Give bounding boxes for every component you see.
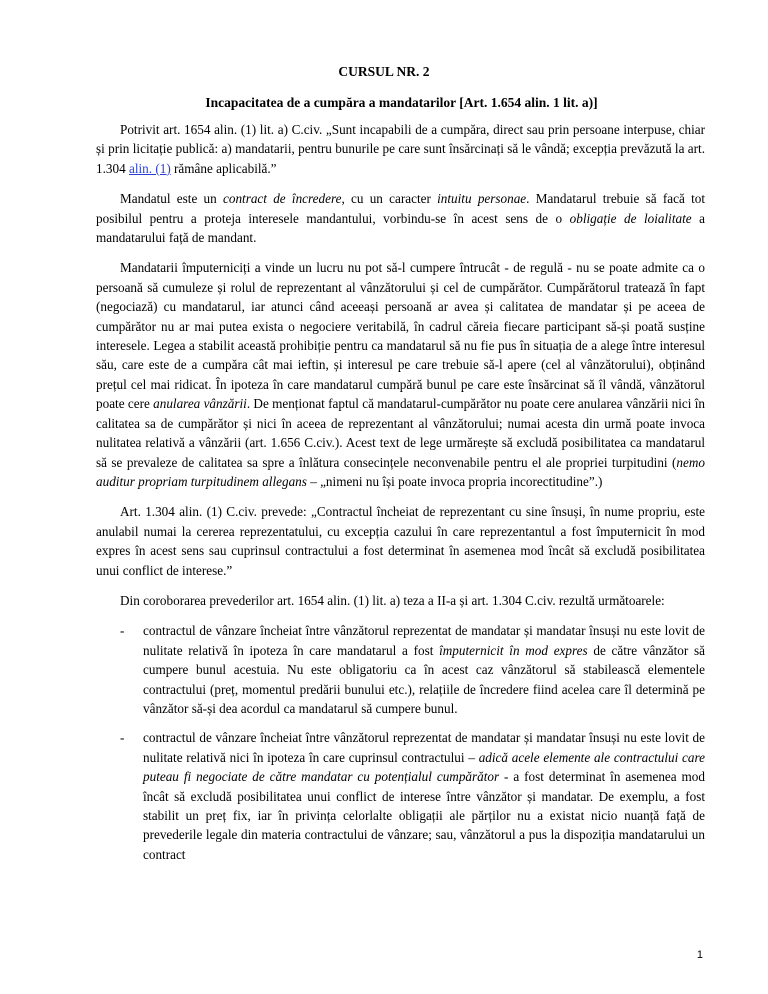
emphasis: anularea vânzării	[153, 396, 247, 412]
text: . De menționat faptul că mandatarul-cumpărător nu poate cere anularea vânzării nici în calitatea sa de cumpărător și nici în aceea de reprezentant al vânzătorului; numai acesta din urmă poate invoca nulitatea relativă a vânzării (art. 1.656 C.civ.). Acest text de lege urmărește să excludă posibilitatea ca mandatarul să se prevaleze de calitatea sa spre a înlătura consecințele neconvenabile pentru el ale propriei turpitudini (	[96, 396, 706, 470]
text: contractul de vânzare încheiat între vânzătorul reprezentat de mandatar și mandatar însuși nu este lovit de nulitate relativă nici în ipoteza în care cuprinsul contractului –	[143, 730, 705, 765]
text: . Mandatarul trebuie să facă tot posibilul pentru a proteja interesele mandantului, vorbindu-se în acest sens de o	[96, 191, 705, 226]
text: – „nimeni nu își poate invoca propria incorectitudine”.)	[306, 473, 603, 489]
text: rămâne aplicabilă.”	[170, 160, 277, 176]
text: de către vânzător să cumpere bunul acestuia. Nu este obligatoriu ca în acest caz vânzătorul să stabilească elementele contractului (preț, momentul predării bunului etc.), relațiile de încredere fiind acelea care îl determină pe vânzător să-și dea acordul ca mandatarul să cumpere bunul.	[143, 642, 705, 716]
page-title: CURSUL NR. 2	[338, 64, 430, 79]
emphasis: nemo auditur propriam turpitudinem allegans	[96, 454, 705, 489]
emphasis: împuternicit în mod expres	[439, 642, 588, 658]
emphasis: contract de încredere	[223, 191, 342, 207]
text: a mandatarului față de mandant.	[96, 210, 705, 246]
page-number: 1	[696, 949, 703, 961]
consequences-list	[96, 621, 705, 864]
paragraph-4: Art. 1.304 alin. (1) C.civ. prevede: „Contractul încheiat de reprezentant cu sine însuși, în nume propriu, este anulabil numai la cererea reprezentatului, cu excepția cazului în care reprezentantul a fost împuternicit în mod expres în acest sens sau cuprinsul contractului a fost determinat în asemenea mod încât să excludă posibilitatea unui conflict de interese.”	[96, 504, 705, 578]
paragraph-3	[96, 258, 705, 491]
emphasis: obligație de loialitate	[569, 210, 692, 226]
text: , cu un caracter	[341, 191, 438, 207]
paragraph-1	[96, 120, 705, 178]
list-item	[96, 621, 705, 718]
page-subtitle: Incapacitatea de a cumpăra a mandatarilor [Art. 1.654 alin. 1 lit. a)]	[205, 95, 598, 110]
text: Mandatul este un	[120, 191, 223, 207]
paragraph-2	[96, 189, 705, 247]
emphasis: intuitu personae	[437, 191, 527, 207]
document-body	[96, 120, 705, 874]
text: Potrivit art. 1654 alin. (1) lit. a) C.civ. „Sunt incapabili de a cumpăra, direct sau prin persoane interpuse, chiar și prin licitație publică: a) mandatarii, pentru bunurile pe care sunt însărcinați să le vândă; excepția prevăzută la art. 1.304	[96, 122, 705, 176]
list-item	[96, 728, 705, 864]
emphasis: adică acele elemente ale contractului care puteau fi negociate de către mandatar cu potențialul cumpărător	[143, 749, 705, 785]
text: contractul de vânzare încheiat între vânzătorul reprezentat de mandatar și mandatar însuși nu este lovit de nulitate relativă în ipoteza în care mandatarul a fost	[143, 623, 705, 658]
article-link[interactable]: alin. (1)	[128, 160, 171, 176]
text: - a fost determinat în asemenea mod încât să excludă posibilitatea unui conflict de interese între vânzător și mandatar. De exemplu, a fost stabilit un preț fix, iar în privința celorlalte obligații ale părților nu a existat nicio nuanță față de prevederile legale din materia contractului de vânzare; sau, vânzătorul a pus la dispoziția mandatarului un contract	[143, 769, 705, 862]
text: Mandatarii împuterniciți a vinde un lucru nu pot să-l cumpere întrucât - de regulă - nu se poate admite ca o persoană să cumuleze și rolul de reprezentant al vânzătorului și cel de cumpărător. Cumpărătorul tratează în fapt (negociază) cu mandatarul, iar atunci când aceeași persoană ar avea și calitatea de mandatar și pe aceea de cumpărător nu ar mai putea exista o negociere veritabilă, în cadrul căreia fiecare participant să-și poată susține interesele. Legea a stabilit această prohibiție pentru ca mandatarul să nu fie pus în situația de a alege între interesul său, care este de a cumpăra cât mai ieftin, și interesul pe care trebuie să-l apere (cel al vânzătorului), obținând prețul cel mai ridicat. În ipoteza în care mandatarul cumpără bunul pe care este însărcinat să îl vândă, vânzătorul poate cere	[96, 260, 705, 412]
paragraph-5: Din coroborarea prevederilor art. 1654 alin. (1) lit. a) teza a II-a și art. 1.304 C.civ. rezultă următoarele:	[120, 592, 665, 608]
